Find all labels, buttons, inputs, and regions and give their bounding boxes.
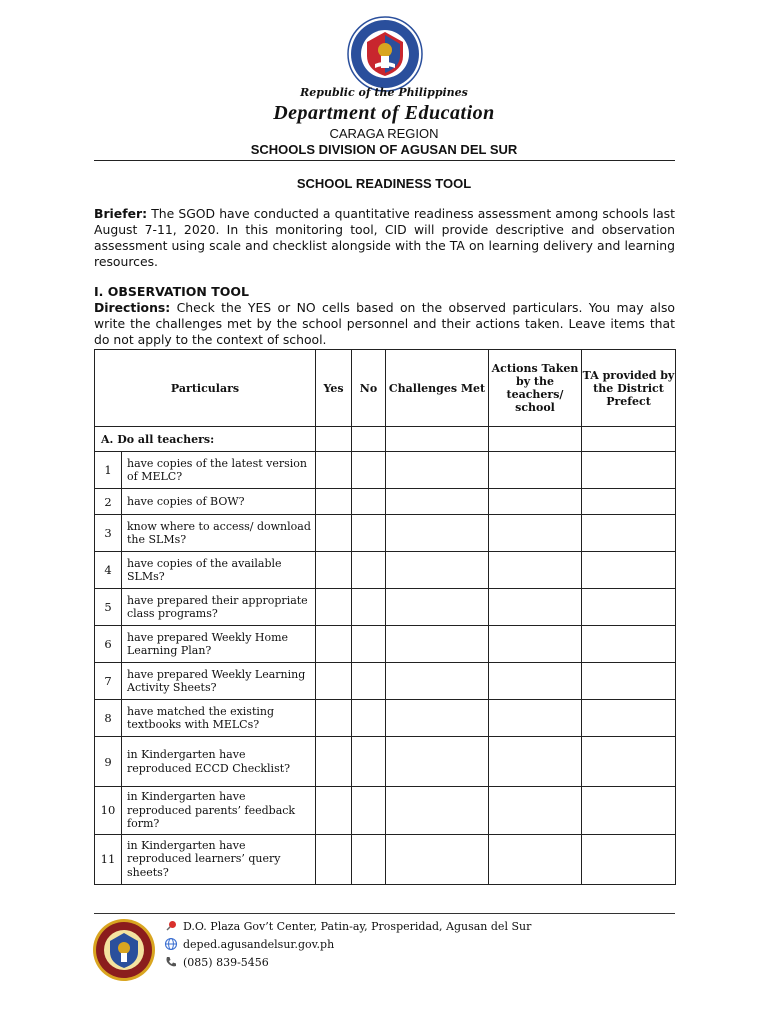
ta-cell[interactable] bbox=[582, 737, 676, 787]
no-cell[interactable] bbox=[352, 552, 386, 589]
actions-cell[interactable] bbox=[489, 787, 582, 835]
document-title: SCHOOL READINESS TOOL bbox=[296, 176, 472, 191]
actions-cell[interactable] bbox=[489, 834, 582, 884]
table-row bbox=[95, 552, 676, 589]
challenges-cell[interactable] bbox=[386, 663, 489, 700]
ta-cell[interactable] bbox=[582, 700, 676, 737]
item-particular: in Kindergarten have reproduced parents’ feedback form? bbox=[122, 787, 316, 835]
ta-cell[interactable] bbox=[582, 489, 676, 515]
item-number: 6 bbox=[95, 626, 122, 663]
actions-cell[interactable] bbox=[489, 737, 582, 787]
no-cell[interactable] bbox=[352, 626, 386, 663]
table-row bbox=[95, 452, 676, 489]
header-ta: TA provided by the District Prefect bbox=[582, 350, 676, 427]
item-number: 2 bbox=[95, 489, 122, 515]
yes-cell[interactable] bbox=[316, 834, 352, 884]
deped-seal-logo bbox=[347, 16, 423, 92]
table-row bbox=[95, 737, 676, 787]
item-number: 7 bbox=[95, 663, 122, 700]
item-number: 1 bbox=[95, 452, 122, 489]
table-row bbox=[95, 489, 676, 515]
directions-paragraph bbox=[94, 300, 675, 348]
challenges-cell[interactable] bbox=[386, 552, 489, 589]
ta-cell[interactable] bbox=[582, 626, 676, 663]
yes-cell[interactable] bbox=[316, 626, 352, 663]
observation-table bbox=[94, 349, 676, 885]
briefer-paragraph bbox=[94, 206, 675, 270]
challenges-cell[interactable] bbox=[386, 452, 489, 489]
table-row bbox=[95, 787, 676, 835]
ta-cell[interactable] bbox=[582, 834, 676, 884]
no-cell[interactable] bbox=[352, 452, 386, 489]
yes-cell[interactable] bbox=[316, 552, 352, 589]
item-particular: in Kindergarten have reproduced learners’ query sheets? bbox=[122, 834, 316, 884]
yes-cell[interactable] bbox=[316, 787, 352, 835]
yes-cell[interactable] bbox=[316, 489, 352, 515]
table-row bbox=[95, 515, 676, 552]
header-particulars: Particulars bbox=[95, 350, 316, 427]
item-particular: have copies of the latest version of MELC? bbox=[122, 452, 316, 489]
address-text: D.O. Plaza Gov’t Center, Patin-ay, Prosperidad, Agusan del Sur bbox=[183, 919, 532, 933]
table-row bbox=[95, 834, 676, 884]
directions-label: Directions: bbox=[94, 300, 171, 315]
address-line bbox=[164, 919, 531, 933]
briefer-text: The SGOD have conducted a quantitative readiness assessment among schools last August 7-11, 2020. In this monitoring tool, CID will provide descriptive and observation assessment using scale and checklist alongside with the TA on learning delivery and learning resources. bbox=[94, 206, 675, 269]
phone-text: (085) 839-5456 bbox=[183, 955, 269, 969]
ta-cell[interactable] bbox=[582, 515, 676, 552]
table-row bbox=[95, 589, 676, 626]
no-cell[interactable] bbox=[352, 787, 386, 835]
yes-cell[interactable] bbox=[316, 737, 352, 787]
footer-divider bbox=[94, 913, 675, 914]
region-heading: CARAGA REGION bbox=[329, 126, 439, 141]
no-cell[interactable] bbox=[352, 489, 386, 515]
website-line bbox=[164, 937, 334, 951]
challenges-cell[interactable] bbox=[386, 700, 489, 737]
ta-cell[interactable] bbox=[582, 787, 676, 835]
ta-cell[interactable] bbox=[582, 663, 676, 700]
challenges-cell[interactable] bbox=[386, 515, 489, 552]
ta-cell[interactable] bbox=[582, 552, 676, 589]
directions-text: Check the YES or NO cells based on the observed particulars. You may also write the challenges met by the school personnel and their actions taken. Leave items that do not apply to the context of school. bbox=[94, 300, 675, 347]
phone-icon bbox=[164, 955, 178, 969]
item-number: 5 bbox=[95, 589, 122, 626]
header-yes: Yes bbox=[316, 350, 352, 427]
ta-cell[interactable] bbox=[582, 589, 676, 626]
header-challenges: Challenges Met bbox=[386, 350, 489, 427]
challenges-cell[interactable] bbox=[386, 489, 489, 515]
item-particular: know where to access/ download the SLMs? bbox=[122, 515, 316, 552]
ta-cell[interactable] bbox=[582, 427, 676, 452]
challenges-cell[interactable] bbox=[386, 737, 489, 787]
item-number: 11 bbox=[95, 834, 122, 884]
actions-cell[interactable] bbox=[489, 489, 582, 515]
item-particular: have prepared Weekly Learning Activity Sheets? bbox=[122, 663, 316, 700]
no-cell[interactable] bbox=[352, 663, 386, 700]
no-cell[interactable] bbox=[352, 515, 386, 552]
item-number: 10 bbox=[95, 787, 122, 835]
no-cell[interactable] bbox=[352, 737, 386, 787]
section-a-label: A. Do all teachers: bbox=[95, 427, 316, 452]
division-seal-logo bbox=[92, 918, 156, 982]
yes-cell[interactable] bbox=[316, 589, 352, 626]
challenges-cell[interactable] bbox=[386, 787, 489, 835]
no-cell[interactable] bbox=[352, 700, 386, 737]
challenges-cell[interactable] bbox=[386, 589, 489, 626]
table-row bbox=[95, 700, 676, 737]
department-heading: Department of Education bbox=[273, 102, 495, 124]
republic-heading: Republic of the Philippines bbox=[300, 86, 468, 99]
challenges-cell[interactable] bbox=[386, 834, 489, 884]
yes-cell[interactable] bbox=[316, 700, 352, 737]
item-particular: have prepared their appropriate class programs? bbox=[122, 589, 316, 626]
yes-cell[interactable] bbox=[316, 663, 352, 700]
division-heading: SCHOOLS DIVISION OF AGUSAN DEL SUR bbox=[250, 142, 518, 157]
item-number: 3 bbox=[95, 515, 122, 552]
item-particular: in Kindergarten have reproduced ECCD Checklist? bbox=[122, 737, 316, 787]
header-actions: Actions Taken by the teachers/ school bbox=[489, 350, 582, 427]
no-cell[interactable] bbox=[352, 834, 386, 884]
phone-line bbox=[164, 955, 269, 969]
actions-cell[interactable] bbox=[489, 663, 582, 700]
item-particular: have copies of BOW? bbox=[122, 489, 316, 515]
website-link[interactable]: deped.agusandelsur.gov.ph bbox=[183, 937, 335, 951]
yes-cell[interactable] bbox=[316, 452, 352, 489]
briefer-label: Briefer: bbox=[94, 206, 148, 221]
challenges-cell[interactable] bbox=[386, 626, 489, 663]
globe-icon bbox=[164, 937, 178, 951]
actions-cell[interactable] bbox=[489, 427, 582, 452]
actions-cell[interactable] bbox=[489, 452, 582, 489]
actions-cell[interactable] bbox=[489, 589, 582, 626]
section-a-row bbox=[95, 427, 676, 452]
actions-cell[interactable] bbox=[489, 552, 582, 589]
actions-cell[interactable] bbox=[489, 515, 582, 552]
actions-cell[interactable] bbox=[489, 626, 582, 663]
yes-cell[interactable] bbox=[316, 515, 352, 552]
pin-icon bbox=[164, 919, 178, 933]
header-divider bbox=[94, 160, 675, 161]
item-number: 8 bbox=[95, 700, 122, 737]
challenges-cell[interactable] bbox=[386, 427, 489, 452]
table-body bbox=[95, 452, 676, 885]
no-cell[interactable] bbox=[352, 589, 386, 626]
section-title: I. OBSERVATION TOOL bbox=[94, 284, 249, 299]
item-particular: have matched the existing textbooks with MELCs? bbox=[122, 700, 316, 737]
table-row bbox=[95, 663, 676, 700]
actions-cell[interactable] bbox=[489, 700, 582, 737]
item-particular: have prepared Weekly Home Learning Plan? bbox=[122, 626, 316, 663]
no-cell[interactable] bbox=[352, 427, 386, 452]
yes-cell[interactable] bbox=[316, 427, 352, 452]
item-number: 9 bbox=[95, 737, 122, 787]
item-number: 4 bbox=[95, 552, 122, 589]
item-particular: have copies of the available SLMs? bbox=[122, 552, 316, 589]
header-no: No bbox=[352, 350, 386, 427]
table-row bbox=[95, 626, 676, 663]
ta-cell[interactable] bbox=[582, 452, 676, 489]
table-header-row bbox=[95, 350, 676, 427]
